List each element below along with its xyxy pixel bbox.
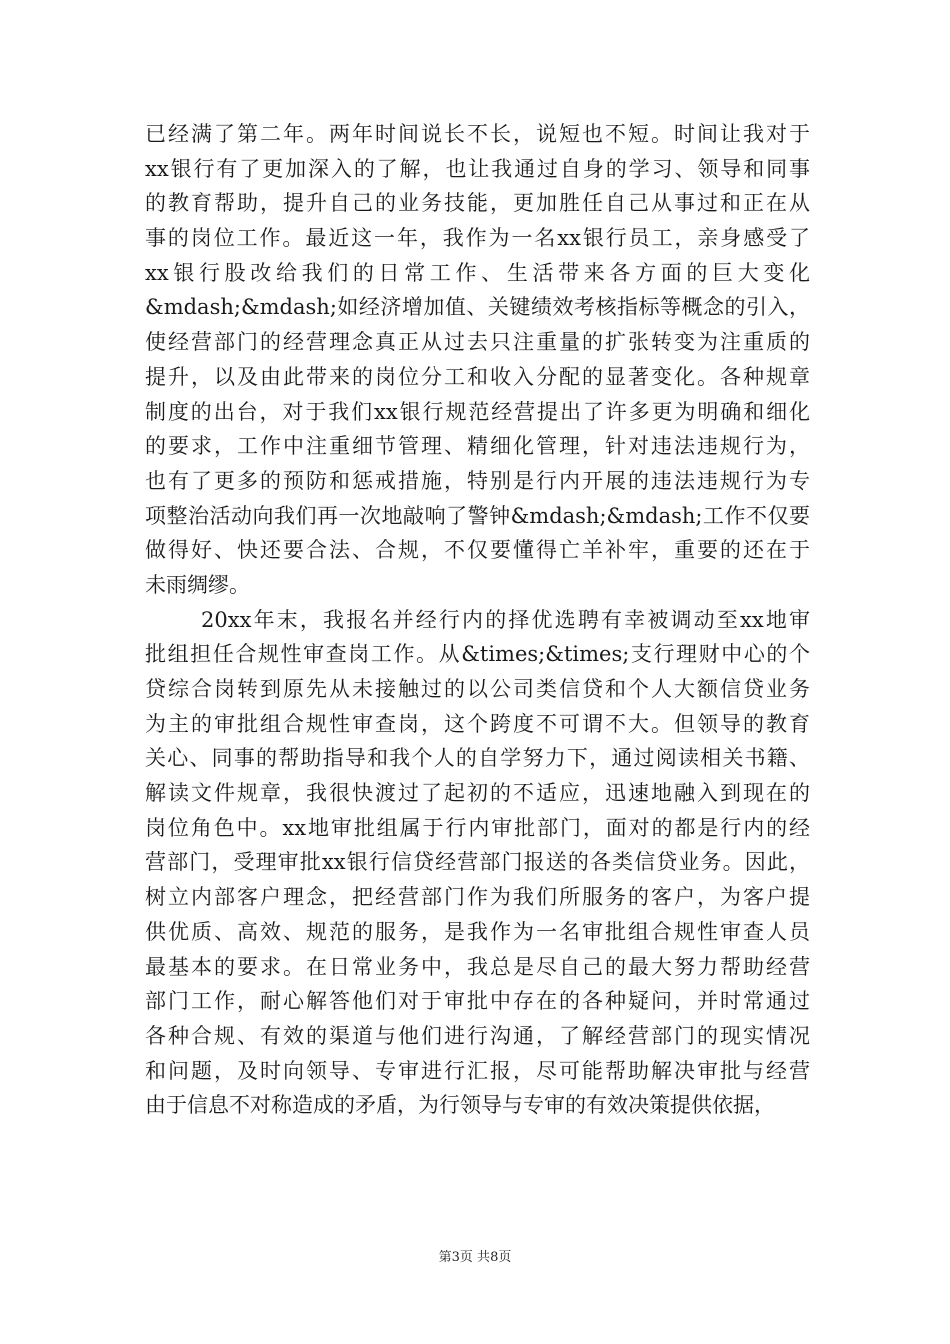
text-line: 做得好、快还要合法、合规，不仅要懂得亡羊补牢，重要的还在于 [145,538,810,563]
text-line: 使经营部门的经营理念真正从过去只注重量的扩张转变为注重质的 [145,330,810,355]
text-line: 关心、同事的帮助指导和我个人的自学努力下，通过阅读相关书籍、 [145,746,810,771]
text-line: xx银行有了更加深入的了解，也让我通过自身的学习、领导和同事 [145,156,810,181]
paragraph [145,117,810,603]
text-line: 营部门，受理审批xx银行信贷经营部门报送的各类信贷业务。因此， [145,850,810,875]
text-line: xx银行股改给我们的日常工作、生活带来各方面的巨大变化 [145,260,810,285]
text-line: 解读文件规章，我很快渡过了起初的不适应，迅速地融入到现在的 [145,781,810,806]
text-line: 事的岗位工作。最近这一年，我作为一名xx银行员工，亲身感受了 [145,226,810,251]
document-body [145,117,810,1123]
text-line: 20xx年末，我报名并经行内的择优选聘有幸被调动至xx地审 [201,607,810,632]
current-page-number: 3 [451,1250,460,1265]
text-line: 未雨绸缪。 [145,572,250,597]
text-line: 已经满了第二年。两年时间说长不长，说短也不短。时间让我对于 [145,122,810,146]
text-line: &mdash;&mdash;如经济增加值、关键绩效考核指标等概念的引入， [145,295,810,320]
text-line: 部门工作，耐心解答他们对于审批中存在的各种疑问，并时常通过 [145,989,810,1014]
text-line: 提升，以及由此带来的岗位分工和收入分配的显著变化。各种规章 [145,364,810,389]
paragraph [145,603,810,1123]
text-line: 供优质、高效、规范的服务，是我作为一名审批组合规性审查人员 [145,919,810,944]
page-footer [0,1246,950,1265]
page-label-prefix: 第 [438,1250,452,1265]
text-line: 最基本的要求。在日常业务中，我总是尽自己的最大努力帮助经营 [145,954,810,979]
text-line: 的要求，工作中注重细节管理、精细化管理，针对违法违规行为， [145,434,810,459]
text-line: 也有了更多的预防和惩戒措施，特别是行内开展的违法违规行为专 [145,468,810,493]
text-line: 各种合规、有效的渠道与他们进行沟通，了解经营部门的现实情况 [145,1023,810,1048]
page-label-suffix: 页 [498,1250,512,1265]
text-line: 为主的审批组合规性审查岗，这个跨度不可谓不大。但领导的教育 [145,711,810,736]
total-pages-number: 8 [490,1250,499,1265]
text-line: 项整治活动向我们再一次地敲响了警钟&mdash;&mdash;工作不仅要 [145,503,810,528]
text-line: 的教育帮助，提升自己的业务技能，更加胜任自己从事过和正在从 [145,191,810,216]
text-line: 和问题，及时向领导、专审进行汇报，尽可能帮助解决审批与经营 [145,1058,810,1083]
text-line: 批组担任合规性审查岗工作。从&times;&times;支行理财中心的个 [145,642,810,667]
text-line: 制度的出台，对于我们xx银行规范经营提出了许多更为明确和细化 [145,399,810,424]
text-line: 树立内部客户理念，把经营部门作为我们所服务的客户，为客户提 [145,885,810,910]
text-line: 贷综合岗转到原先从未接触过的以公司类信贷和个人大额信贷业务 [145,677,810,701]
text-line: 岗位角色中。xx地审批组属于行内审批部门，面对的都是行内的经 [145,815,810,840]
text-line: 由于信息不对称造成的矛盾，为行领导与专审的有效决策提供依据， [145,1093,775,1118]
page-label-mid: 页 共 [459,1250,491,1265]
